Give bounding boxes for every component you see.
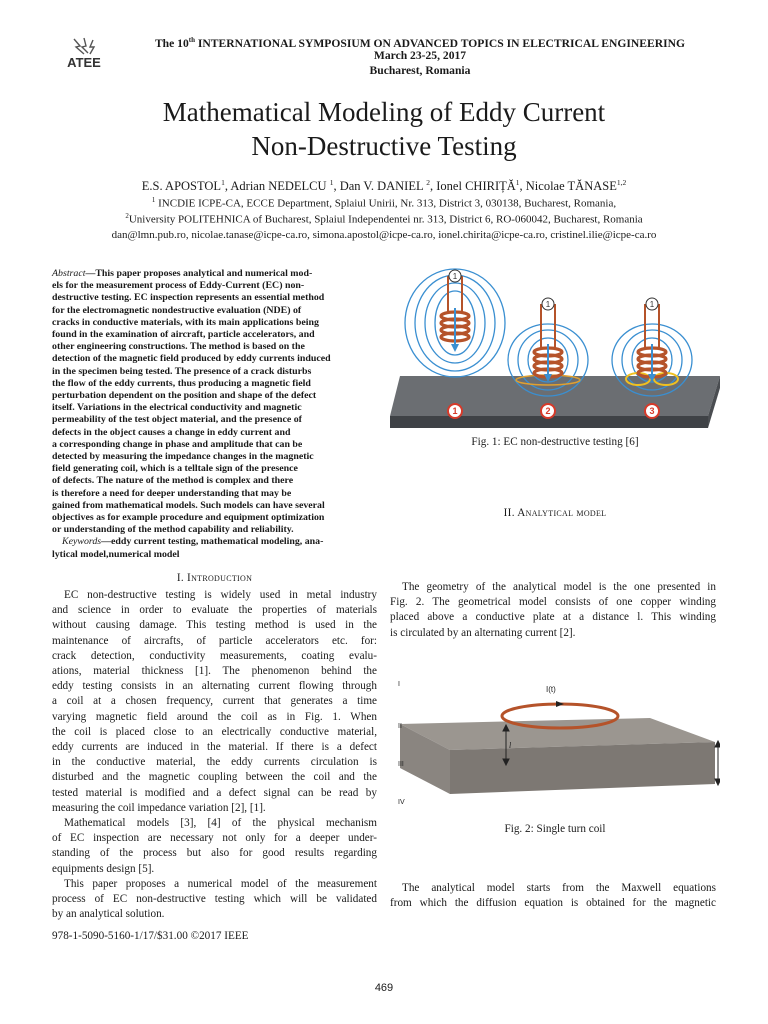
analytical-model-text-continued: The analytical model starts from the Maxwell equations from which the diffusion equation is obtained for the magnetic bbox=[390, 882, 716, 910]
conference-dates: March 23-25, 2017 bbox=[373, 49, 467, 62]
current-direction-arrow-icon bbox=[556, 701, 564, 707]
region-label-i: I bbox=[398, 681, 400, 688]
affiliation-1: $^1$ INCDIE ICPE-CA, ECCE Department, Splaiul Unirii, Nr. 313, District 3, 030138, Bucharest, Romania, bbox=[151, 196, 617, 210]
svg-text:1: 1 bbox=[649, 300, 655, 309]
paper-title-line-1: Mathematical Modeling of Eddy Current bbox=[162, 97, 606, 127]
logo-lightning-icon bbox=[74, 38, 94, 54]
svg-text:1: 1 bbox=[452, 272, 458, 281]
paper-title-line-2: Non-Destructive Testing bbox=[251, 131, 517, 161]
author-list: E.S. APOSTOL$^1$, Adrian NEDELCU $^1$, Dan V. DANIEL $^2$, Ionel CHIRIȚĂ$^1$, Nicolae TĂNASE$^{1,2}$ bbox=[141, 178, 627, 194]
region-label-ii: II bbox=[398, 723, 402, 730]
section-heading-introduction: I. Introduction bbox=[176, 572, 253, 584]
svg-text:1: 1 bbox=[545, 300, 551, 309]
affiliation-2: $^2$University POLITEHNICA of Bucharest, Splaiul Independentei nr. 313, District 6, RO-060042, Bucharest, Romania bbox=[125, 212, 643, 226]
figure-1-ec-testing bbox=[390, 268, 720, 428]
figure-2-single-turn-coil bbox=[390, 672, 720, 812]
figure-2-caption: Fig. 2: Single turn coil bbox=[504, 823, 606, 835]
conference-line-1: The 10th INTERNATIONAL SYMPOSIUM ON ADVANCED TOPICS IN ELECTRICAL ENGINEERING bbox=[154, 36, 686, 50]
abstract-label: Abstract bbox=[52, 268, 86, 279]
svg-text:2: 2 bbox=[545, 406, 551, 416]
thickness-arrow bbox=[715, 741, 720, 785]
abstract: Abstract—This paper proposes analytical and numerical mod- els for the measurement process of Eddy-Current (EC) non- destructive testing. EC inspection represents an essential method for the electromagnetic nondestructive evaluation (NDE) of cracks in conductive materials, with its main applications being found in the examination of aircraft, particle accelerators, and other engineering constructions. The method is based on the detection of the magnetic field produced by eddy currents induced in the specimen being tested. The presence of a crack disturbs the flow of the eddy currents, thus producing a magnetic field perturbation dependent on the position and shape of the defect itself. Variations in the electrical conductivity and magnetic permeability of the test object material, and the presence of defects in the object causes a change in eddy current and a corresponding change in phase and amplitude that can be detected by measuring the impedance changes in the magnetic field generating coil, which is a telltale sign of the presence of defects. The nature of the method is complex and there is therefore a need for deeper understanding that may be gained from mathematical models. Such models can have several objectives as for example procedure and equipment optimization or understanding of the method capability and reliability. Keywords—eddy current testing, mathematical modeling, ana- lytical model,numerical model bbox=[52, 268, 331, 560]
distance-label: l bbox=[509, 741, 512, 750]
page-number: 469 bbox=[374, 982, 394, 994]
keywords-label: Keywords bbox=[62, 536, 102, 548]
region-label-iv: IV bbox=[398, 799, 405, 806]
region-label-iii: III bbox=[398, 761, 404, 768]
coil-1 bbox=[405, 269, 505, 377]
plate-side-face bbox=[450, 742, 715, 794]
section-heading-analytical-model: II. Analytical model bbox=[503, 507, 607, 519]
svg-text:3: 3 bbox=[649, 406, 655, 416]
conference-location: Bucharest, Romania bbox=[369, 64, 471, 77]
author-emails: dan@lmn.pub.ro, nicolae.tanase@icpe-ca.ro, simona.apostol@icpe-ca.ro, ionel.chirita@icpe-ca.ro, cristinel.ilie@icpe-ca.ro bbox=[111, 229, 657, 241]
isbn-copyright: 978-1-5090-5160-1/17/$31.00 ©2017 IEEE bbox=[52, 930, 249, 942]
atee-logo bbox=[60, 36, 108, 70]
logo-text: ATEE bbox=[67, 55, 101, 70]
current-label: I(t) bbox=[546, 685, 556, 694]
introduction-text: EC non-destructive testing is widely used in metal industry and science in order to evaluate the properties of materials without causing damage. This testing method is used in the maintenance of aircrafts, of particle accelerators etc. for: crack detection, conductivity measurements, coating evalu- ations, material thickness [1]. The phenomenon behind the eddy testing consists in an alternating current flowing through a coil at a chosen frequency, current that generates a time varying magnetic field around the coil as in Fig. 1. When the coil is placed close to an electrically conductive material, eddy currents are induced in the material. If there is a defect in the conductive material, the eddy currents circulation is disturbed and the magnetic coupling between the coil and the tested material is modified and a defect signal can be read by measuring the coil impedance variation [2], [1]. Mathematical models [3], [4] of the physical mechanism of EC inspection are necessary not only for a deeper under- standing of the process but also for good results regarding equipments design [5]. This paper proposes a numerical model of the measurement process of EC non-destructive testing which will be validated by an analytical solution. bbox=[52, 589, 377, 921]
analytical-model-text: The geometry of the analytical model is the one presented in Fig. 2. The geometrical model consists of one copper winding placed above a conductive plate at a distance l. This winding is circulated by an alternating current [2]. bbox=[390, 581, 716, 639]
figure-1-caption: Fig. 1: EC non-destructive testing [6] bbox=[471, 436, 639, 448]
svg-text:1: 1 bbox=[452, 406, 458, 416]
